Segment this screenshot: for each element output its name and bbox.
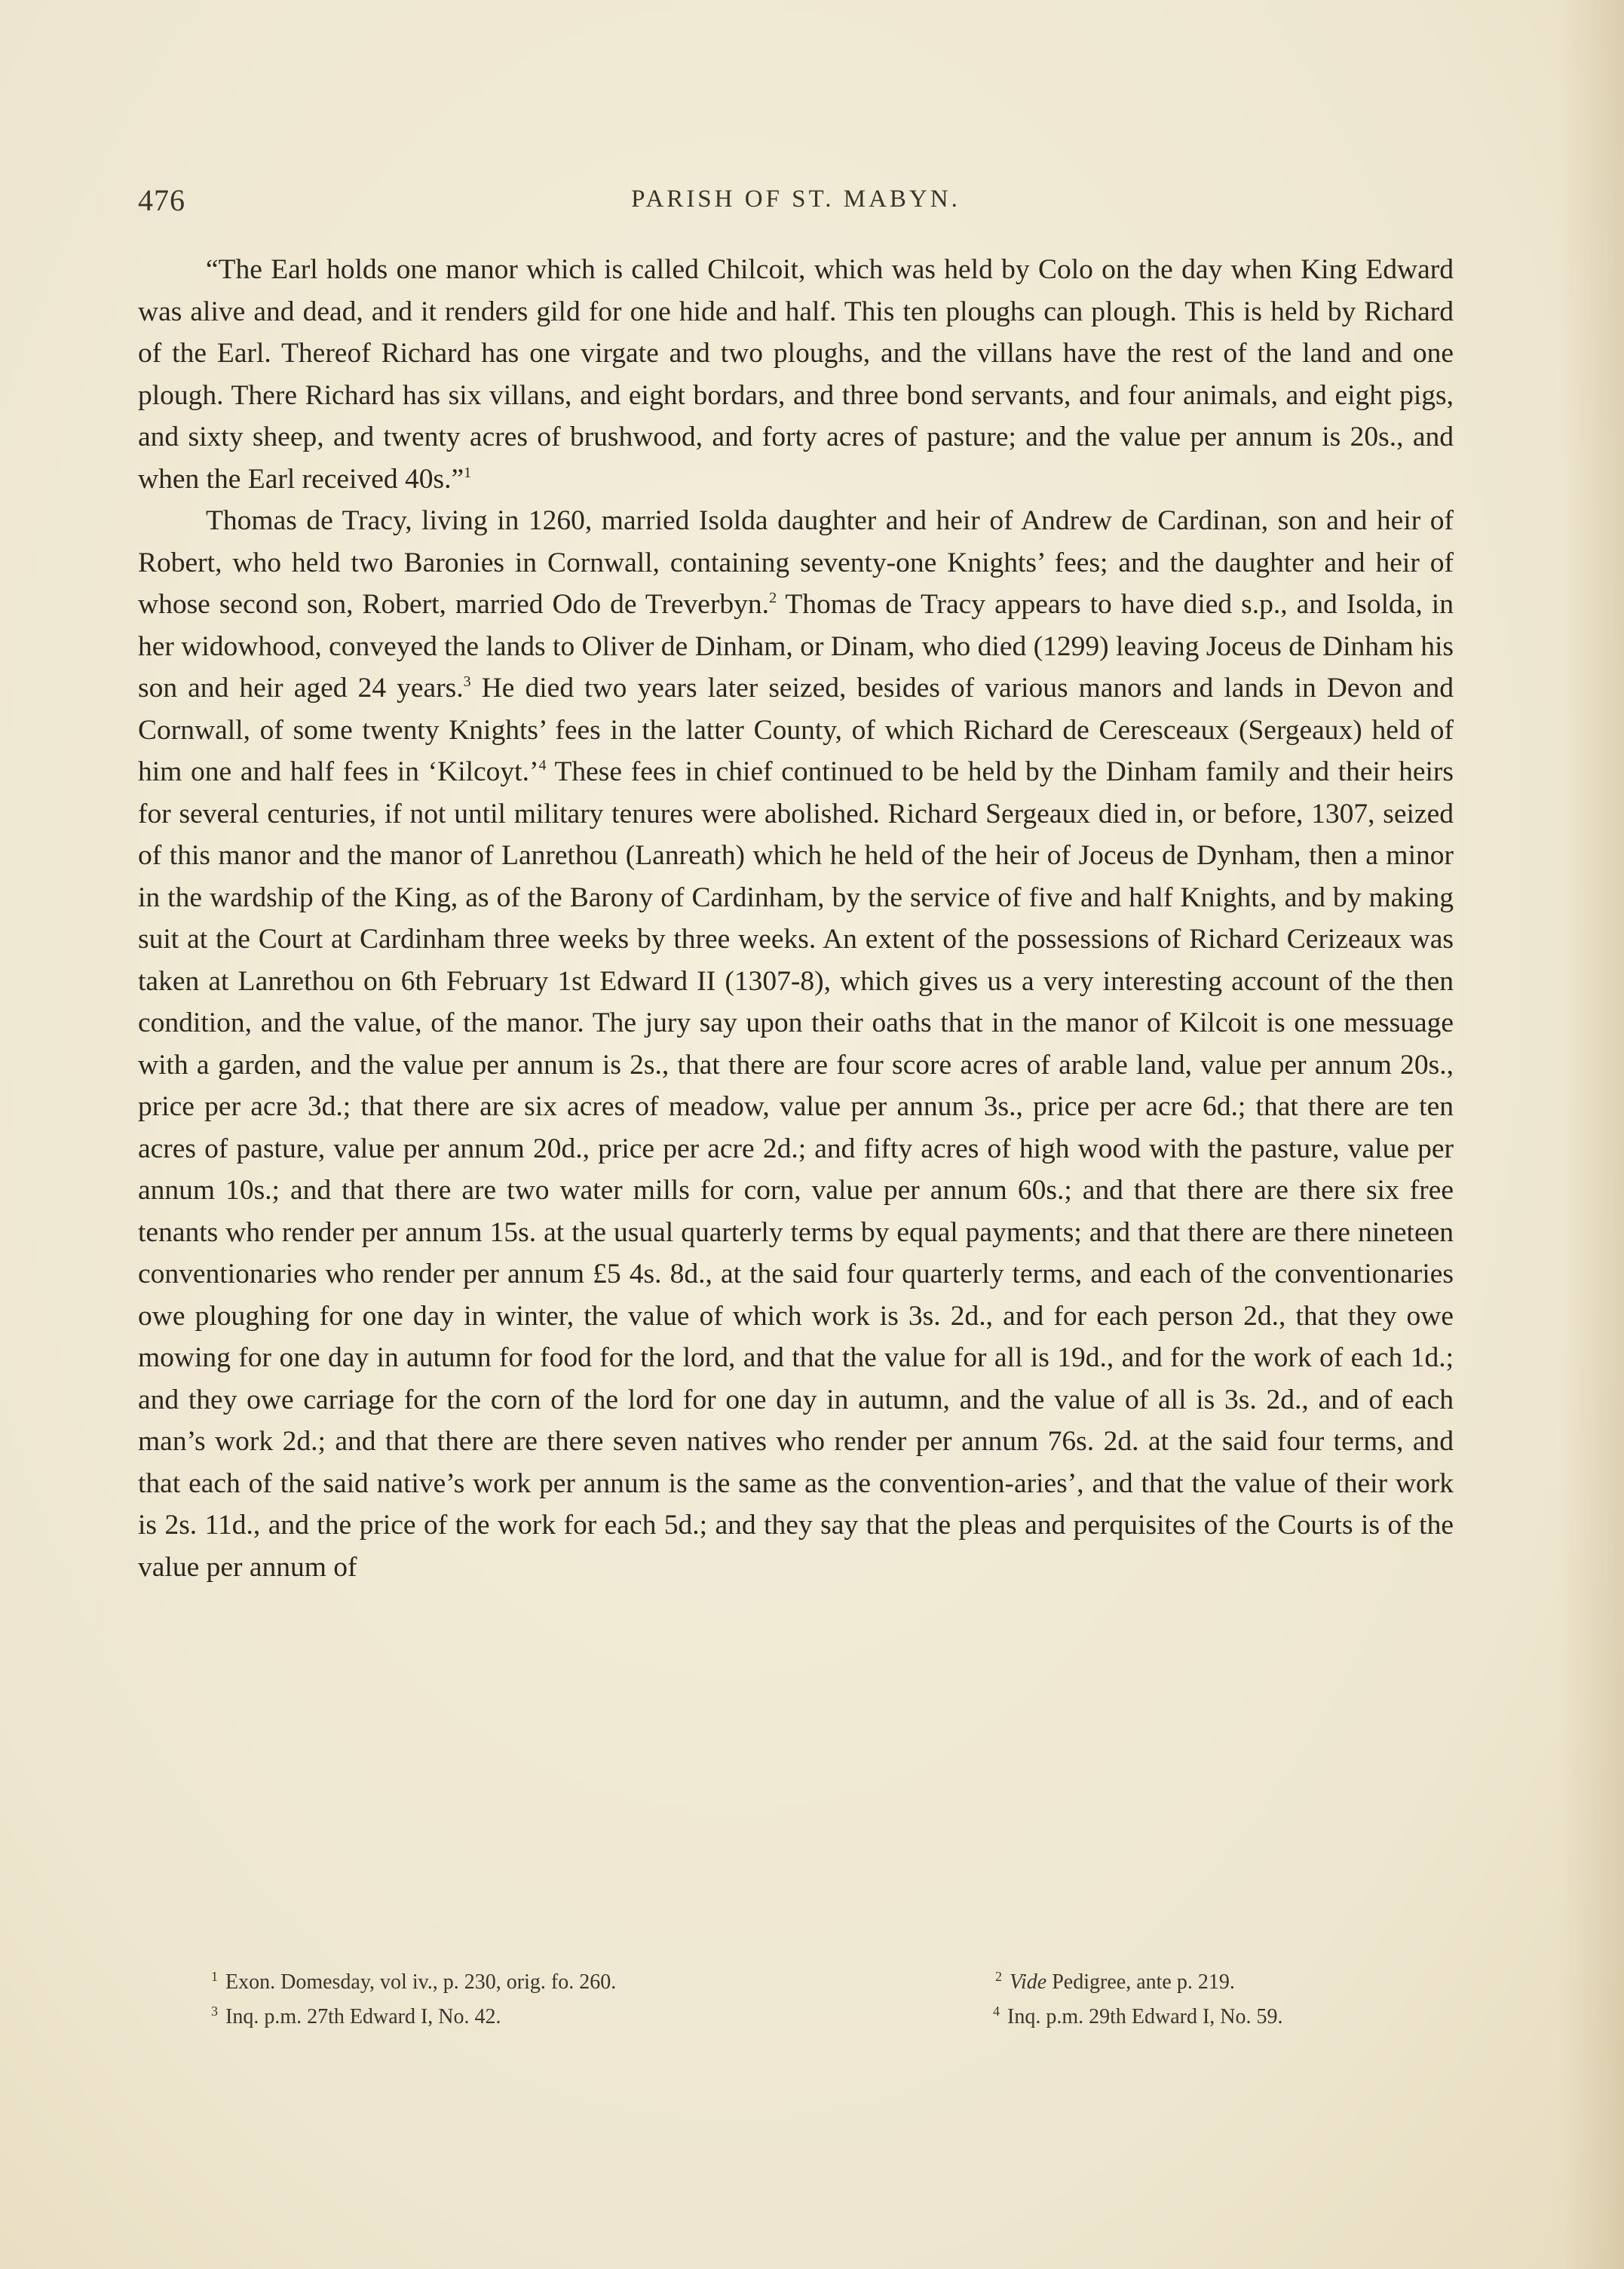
footnote-ref-3: 3 <box>463 673 471 690</box>
footnote-row-1 <box>211 1959 1417 1994</box>
footnote-mark-1: 1 <box>211 1969 218 1984</box>
footnote-text-2-italic: Vide <box>1010 1970 1047 1994</box>
footnote-mark-2: 2 <box>995 1969 1002 1984</box>
footnote-mark-3: 3 <box>211 2004 218 2019</box>
paragraph-2 <box>138 500 1454 1588</box>
page-header <box>138 182 1454 228</box>
footnote-text-1: Exon. Domesday, vol iv., p. 230, orig. fo. 260. <box>225 1970 617 1994</box>
footnote-text-4: Inq. p.m. 29th Edward I, No. 59. <box>1007 2005 1283 2028</box>
paragraph-2-seg1: Thomas de Tracy, living in 1260, married Isolda daughter and heir of Andrew de Cardinan, son and heir of Robert, who held two Baronies in Cornwall, containing seventy-one Knights’ fees; and the daughter and heir of whose second son, Robert, married Odo de Treverbyn. <box>138 505 1454 620</box>
footnote-3 <box>211 1994 501 2034</box>
paragraph-1 <box>138 249 1454 500</box>
footnote-text-3: Inq. p.m. 27th Edward I, No. 42. <box>225 2005 501 2028</box>
footnote-ref-1: 1 <box>464 464 472 481</box>
footnotes <box>211 1959 1417 2028</box>
running-title: PARISH OF ST. MABYN. <box>631 186 961 213</box>
paragraph-2-seg2: Thomas de Tracy appears to have died s.p., and Isolda, in her widowhood, conveyed the lands to Oliver de Dinham, or Dinam, who died (1299) leaving Joceus de Dinham his son and heir aged 24 years. <box>138 589 1454 704</box>
footnote-ref-2: 2 <box>769 590 777 606</box>
paragraph-2-seg3: He died two years later seized, besides of various manors and lands in Devon and Cornwall, of some twenty Knights’ fees in the latter County, of which Richard de Ceresceaux (Sergeaux) held of him one and half fees in ‘Kilcoyt.’ <box>138 673 1454 787</box>
footnote-mark-4: 4 <box>993 2004 1000 2019</box>
footnote-ref-4: 4 <box>538 757 547 774</box>
page-number: 476 <box>138 183 185 217</box>
footnote-4 <box>993 1994 1283 2034</box>
paragraph-2-seg4: These fees in chief continued to be held by the Dinham family and their heirs for several centuries, if not until military tenures were abolished. Richard Sergeaux died in, or before, 1307, seized of this manor and the manor of Lanrethou (Lanreath) which he held of the heir of Joceus de Dynham, then a minor in the wardship of the King, as of the Barony of Cardinham, by the service of five and half Knights, and by making suit at the Court at Cardinham three weeks by three weeks. An extent of the possessions of Richard Cerizeaux was taken at Lanrethou on 6th February 1st Edward II (1307-8), which gives us a very interesting account of the then condition, and the value, of the manor. The jury say upon their oaths that in the manor of Kilcoit is one messuage with a garden, and the value per annum is 2s., that there are four score acres of arable land, value per annum 20s., price per acre 3d.; that there are six acres of meadow, value per annum 3s., price per acre 6d.; that there are ten acres of pasture, value per annum 20d., price per acre 2d.; and fifty acres of high wood with the pasture, value per annum 10s.; and that there are two water mills for corn, value per annum 60s.; and that there are there six free tenants who render per annum 15s. at the usual quarterly terms by equal payments; and that there are there nineteen conventionaries who render per annum £5 4s. 8d., at the said four quarterly terms, and each of the conventionaries owe ploughing for one day in winter, the value of which work is 3s. 2d., and for each person 2d., that they owe mowing for one day in autumn for food for the lord, and that the value for all is 19d., and for the work of each 1d.; and they owe carriage for the corn of the lord for one day in autumn, and the value of all is 3s. 2d., and of each man’s work 2d.; and that there are there seven natives who render per annum 76s. 2d. at the said four terms, and that each of the said native’s work per annum is the same as the convention-aries’, and that the value of their work is 2s. 11d., and the price of the work for each 5d.; and they say that the pleas and perquisites of the Courts is of the value per annum of <box>138 756 1454 1583</box>
footnote-text-2: Pedigree, ante p. 219. <box>1046 1970 1235 1994</box>
body-text <box>138 249 1454 1588</box>
paragraph-1-text: “The Earl holds one manor which is called Chilcoit, which was held by Colo on the day when King Edward was alive and dead, and it renders gild for one hide and half. This ten ploughs can plough. This is held by Richard of the Earl. Thereof Richard has one virgate and two ploughs, and the villans have the rest of the land and one plough. There Richard has six villans, and eight bordars, and three bond servants, and four animals, and eight pigs, and sixty sheep, and twenty acres of brushwood, and forty acres of pasture; and the value per annum is 20s., and when the Earl received 40s.” <box>138 254 1454 495</box>
footnote-row-2 <box>211 1994 1417 2028</box>
